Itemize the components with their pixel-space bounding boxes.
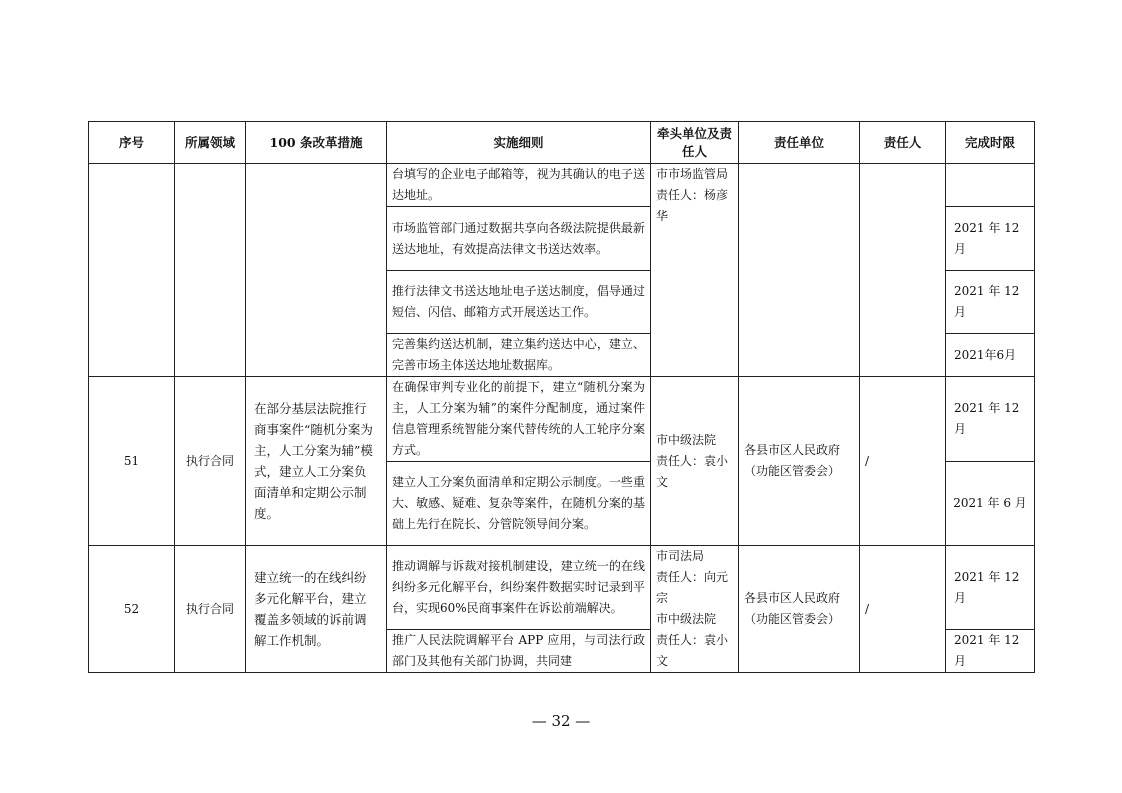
cell-detail: 推动调解与诉裁对接机制建设，建立统一的在线纠纷多元化解平台，纠纷案件数据实时记录到平台，实现60%民商事案件在诉讼前端解决。 (387, 546, 651, 630)
cell-detail: 台填写的企业电子邮箱等，视为其确认的电子送达地址。 (387, 164, 651, 207)
lead-unit-text: 市中级法院 责任人：袁小文 (656, 432, 729, 489)
cell-responsible-unit: 各县市区人民政府（功能区管委会） (739, 546, 860, 673)
cell-domain: 执行合同 (175, 546, 246, 673)
table-row (89, 164, 1035, 207)
header-deadline: 完成时限 (946, 122, 1035, 164)
cell-detail: 建立人工分案负面清单和定期公示制度。一些重大、敏感、疑难、复杂等案件，在随机分案的基础上先行在院长、分管院领导间分案。 (387, 462, 651, 546)
header-responsible-unit: 责任单位 (739, 122, 860, 164)
header-lead-unit: 牵头单位及责任人 (651, 122, 739, 164)
table-header-row (89, 122, 1035, 164)
cell-measure (246, 164, 387, 377)
cell-responsible-person: / (860, 377, 946, 546)
table-row-52 (89, 546, 1035, 630)
cell-serial-no: 52 (89, 546, 175, 673)
cell-lead-unit (651, 546, 739, 673)
reform-measures-table (88, 121, 1035, 673)
cell-responsible-unit: 各县市区人民政府（功能区管委会） (739, 377, 860, 546)
lead-unit-text: 市市场监管局 责任人：杨彦华 (656, 167, 729, 223)
lead-unit-text: 市司法局 责任人：向元宗 市中级法院 责任人：袁小文 (656, 549, 729, 668)
header-domain: 所属领域 (175, 122, 246, 164)
cell-detail: 在确保审判专业化的前提下，建立“随机分案为主，人工分案为辅”的案件分配制度，通过案件信息管理系统智能分案代替传统的人工轮序分案方式。 (387, 377, 651, 462)
cell-detail: 推行法律文书送达地址电子送达制度，倡导通过短信、闪信、邮箱方式开展送达工作。 (387, 271, 651, 334)
cell-measure: 在部分基层法院推行商事案件“随机分案为主，人工分案为辅”模式，建立人工分案负面清单和定期公示制度。 (246, 377, 387, 546)
page-number: — 32 — (531, 712, 591, 730)
cell-serial-no: 51 (89, 377, 175, 546)
cell-deadline: 2021 年 12 月 (946, 271, 1035, 334)
cell-serial-no (89, 164, 175, 377)
cell-responsible-unit (739, 164, 860, 377)
cell-detail: 完善集约送达机制，建立集约送达中心，建立、完善市场主体送达地址数据库。 (387, 334, 651, 377)
cell-domain (175, 164, 246, 377)
header-implementation-details: 实施细则 (387, 122, 651, 164)
cell-deadline: 2021 年 6 月 (946, 462, 1035, 546)
header-reform-measure: 100 条改革措施 (246, 122, 387, 164)
header-responsible-person: 责任人 (860, 122, 946, 164)
cell-deadline: 2021 年 12 月 (946, 546, 1035, 630)
cell-deadline: 2021 年 12 月 (946, 207, 1035, 271)
cell-deadline: 2021年6月 (946, 334, 1035, 377)
table-row-51 (89, 377, 1035, 462)
header-serial-no: 序号 (89, 122, 175, 164)
cell-lead-unit (651, 377, 739, 546)
cell-measure: 建立统一的在线纠纷多元化解平台，建立覆盖多领域的诉前调解工作机制。 (246, 546, 387, 673)
cell-responsible-person (860, 164, 946, 377)
cell-responsible-person: / (860, 546, 946, 673)
cell-deadline: 2021 年 12 月 (946, 377, 1035, 462)
cell-detail: 推广人民法院调解平台 APP 应用，与司法行政部门及其他有关部门协调，共同建 (387, 630, 651, 673)
cell-deadline: 2021 年 12 月 (946, 630, 1035, 673)
cell-domain: 执行合同 (175, 377, 246, 546)
cell-deadline (946, 164, 1035, 207)
cell-lead-unit (651, 164, 739, 377)
cell-detail: 市场监管部门通过数据共享向各级法院提供最新送达地址，有效提高法律文书送达效率。 (387, 207, 651, 271)
